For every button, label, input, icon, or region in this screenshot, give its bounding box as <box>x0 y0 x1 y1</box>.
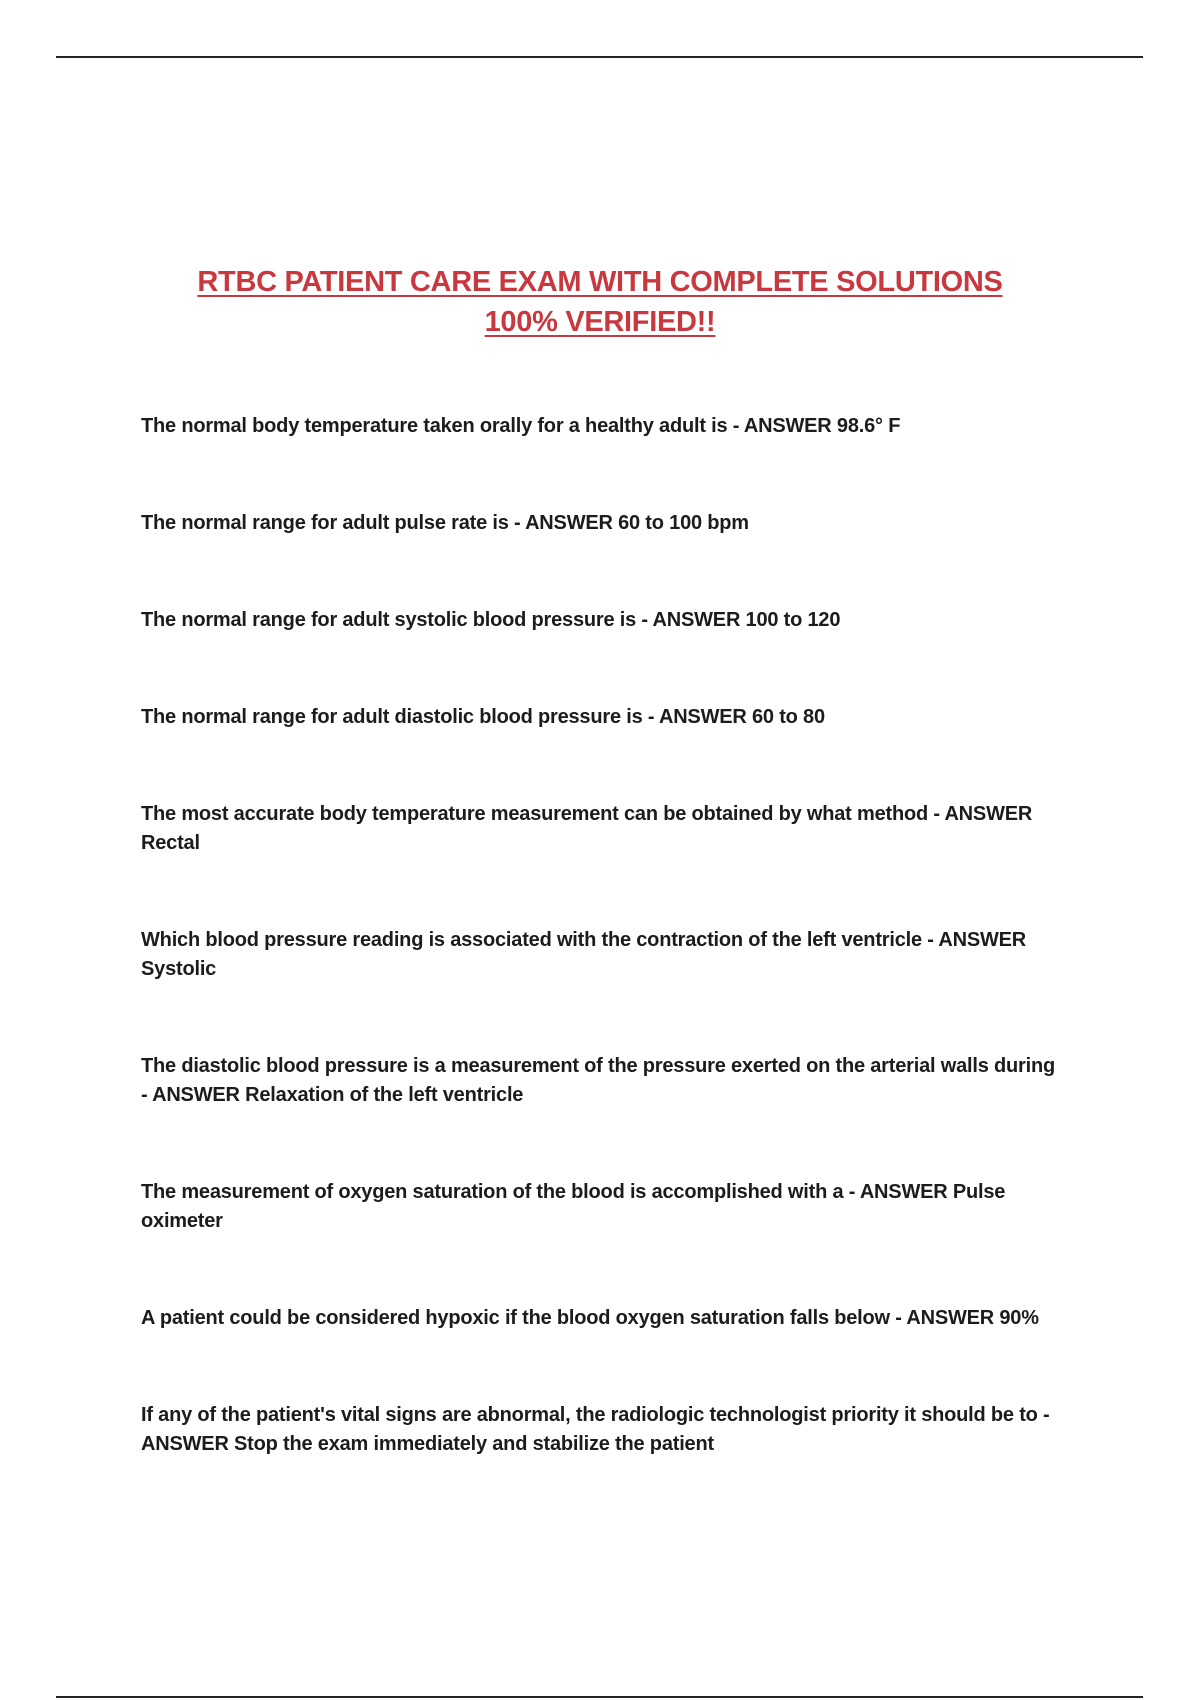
qa-item-6: Which blood pressure reading is associated with the contraction of the left ventricle - ANSWER Systolic <box>141 929 1027 980</box>
qa-item-5: The most accurate body temperature measurement can be obtained by what method - ANSWER Rectal <box>141 803 1033 854</box>
qa-item-4: The normal range for adult diastolic blood pressure is - ANSWER 60 to 80 <box>141 706 825 728</box>
qa-item-1: The normal body temperature taken orally for a healthy adult is - ANSWER 98.6° F <box>141 415 901 437</box>
qa-item-2: The normal range for adult pulse rate is - ANSWER 60 to 100 bpm <box>141 512 749 534</box>
qa-item-3: The normal range for adult systolic blood pressure is - ANSWER 100 to 120 <box>141 609 841 631</box>
bottom-rule <box>56 1696 1143 1698</box>
qa-item-8: The measurement of oxygen saturation of the blood is accomplished with a - ANSWER Pulse oximeter <box>141 1181 1006 1232</box>
qa-item-7: The diastolic blood pressure is a measurement of the pressure exerted on the arterial walls during - ANSWER Relaxation of the left ventricle <box>141 1055 1056 1106</box>
top-rule <box>56 56 1143 58</box>
title-line-1: RTBC PATIENT CARE EXAM WITH COMPLETE SOLUTIONS <box>197 266 1003 298</box>
qa-item-10: If any of the patient's vital signs are abnormal, the radiologic technologist priority it should be to - ANSWER Stop the exam immediately and stabilize the patient <box>141 1404 1050 1455</box>
qa-item-9: A patient could be considered hypoxic if the blood oxygen saturation falls below - ANSWER 90% <box>141 1307 1039 1329</box>
title-line-2: 100% VERIFIED!! <box>484 306 716 338</box>
qa-list <box>141 412 1061 1459</box>
document-title <box>0 262 1200 342</box>
